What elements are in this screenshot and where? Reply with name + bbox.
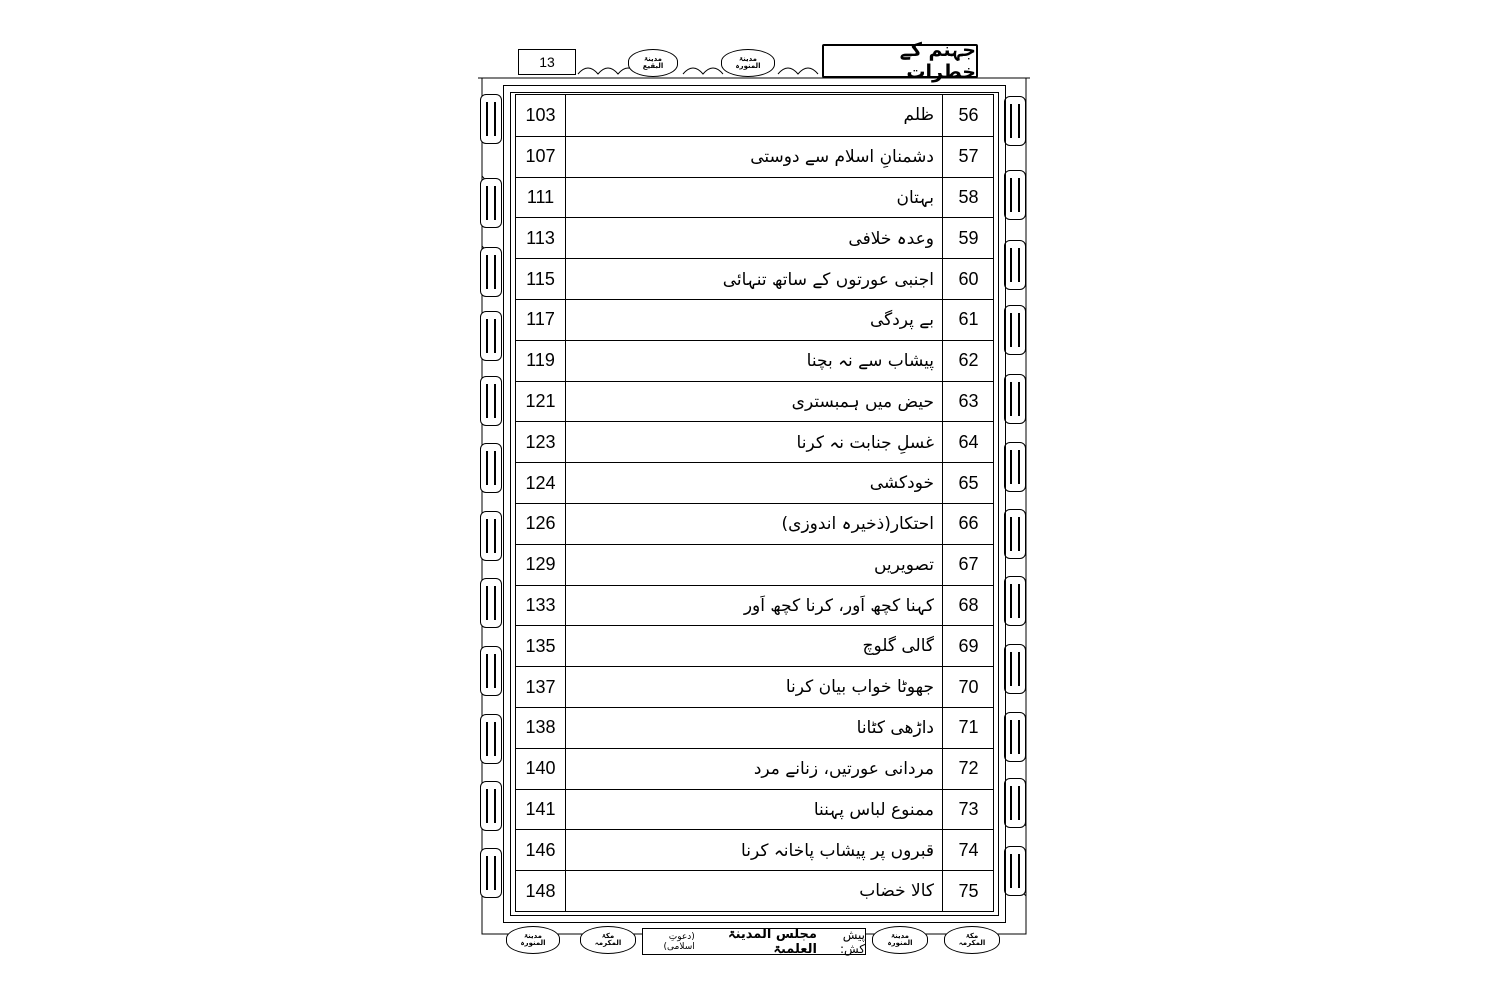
chapter-number: 75 [942,871,994,911]
table-row [516,258,993,299]
publisher-name: مجلس المدینۃ العلمیۃ [727,926,817,957]
page-ref: 140 [516,749,566,789]
table-row [516,625,993,666]
side-ornament-icon [1004,712,1026,762]
table-row [516,381,993,422]
chapter-title: احتکار(ذخیرہ اندوزی) [781,514,934,535]
table-row [516,462,993,503]
chapter-title: بے پردگی [869,310,934,331]
chapter-title: جھوٹا خواب بیان کرنا [785,677,934,698]
chapter-title: کالا خضاب [859,881,934,902]
chapter-number: 71 [942,708,994,748]
chapter-title: خودکشی [869,473,934,494]
page-ref: 146 [516,830,566,870]
side-ornament-icon [480,578,502,628]
side-ornament-icon [1004,644,1026,694]
side-ornament-icon [480,178,502,228]
side-ornament-icon [1004,778,1026,828]
book-title: جہنم کے خطرات [822,44,978,78]
table-row [516,95,993,136]
side-ornament-icon [480,94,502,144]
table-row [516,870,993,911]
seal-bottom: المکرمہ [594,939,622,947]
chapter-title: داڑھی کٹانا [856,717,934,738]
side-ornament-icon [1004,96,1026,146]
chapter-number: 58 [942,178,994,218]
side-ornament-icon [480,311,502,361]
page-number: 13 [518,49,576,75]
page-ref: 119 [516,341,566,381]
seal-bottom: المنورہ [887,939,913,947]
page-ref: 111 [516,178,566,218]
seal-top: مدینۃ [739,55,757,63]
chapter-number: 60 [942,259,994,299]
chapter-title: قبروں پر پیشاب پاخانہ کرنا [741,840,934,861]
side-ornament-icon [1004,305,1026,355]
chapter-title: کہنا کچھ اَور، کرنا کچھ اَور [743,595,934,616]
page-ref: 103 [516,95,566,136]
table-row [516,789,993,830]
footer-seal [580,926,636,954]
table-row [516,503,993,544]
chapter-number: 74 [942,830,994,870]
chapter-title: وعدہ خلافی [848,228,934,249]
chapter-title: پیشاب سے نہ بچنا [806,351,934,372]
chapter-title: مردانی عورتیں، زنانے مرد [753,759,934,780]
side-ornament-icon [1004,240,1026,290]
side-ornament-icon [480,714,502,764]
page-ref: 107 [516,137,566,177]
table-row [516,829,993,870]
contents-table [515,94,994,912]
page-ref: 138 [516,708,566,748]
table-row [516,748,993,789]
table-row [516,421,993,462]
side-ornament-icon [1004,170,1026,220]
side-ornament-icon [480,511,502,561]
chapter-number: 72 [942,749,994,789]
side-ornament-icon [480,247,502,297]
seal-bottom: المکرمہ [958,939,986,947]
chapter-number: 68 [942,586,994,626]
publisher-prefix: پیش کش: [839,927,865,956]
chapter-title: بہتان [896,187,934,208]
page-ref: 141 [516,790,566,830]
page-ref: 115 [516,259,566,299]
publisher-box [642,928,866,955]
table-row [516,666,993,707]
page-ref: 126 [516,504,566,544]
table-row [516,299,993,340]
table-row [516,585,993,626]
chapter-number: 64 [942,422,994,462]
page-ref: 113 [516,218,566,258]
seal-top: مدینۃ [524,932,542,940]
side-ornament-icon [480,781,502,831]
seal-bottom: المنورہ [735,62,761,70]
side-ornament-icon [1004,442,1026,492]
chapter-title: ظلم [903,105,934,126]
seal-top: مدینۃ [891,932,909,940]
header-seal-right [721,49,775,77]
page-ref: 124 [516,463,566,503]
page-ref: 135 [516,626,566,666]
footer-seal [506,926,560,954]
seal-top: مدینۃ [644,55,662,63]
chapter-number: 65 [942,463,994,503]
page-ref: 121 [516,382,566,422]
chapter-number: 59 [942,218,994,258]
page-ref: 129 [516,545,566,585]
chapter-number: 61 [942,300,994,340]
side-ornament-icon [1004,846,1026,896]
table-row [516,136,993,177]
chapter-number: 57 [942,137,994,177]
side-ornament-icon [1004,374,1026,424]
side-ornament-icon [480,443,502,493]
side-ornament-icon [480,376,502,426]
table-row [516,707,993,748]
seal-top: مکۃ [965,932,979,940]
page-ref: 123 [516,422,566,462]
page-ref: 148 [516,871,566,911]
publisher-note: (دعوتِ اسلامی) [663,931,695,952]
header-seal-left [628,49,678,77]
chapter-number: 69 [942,626,994,666]
side-ornament-icon [480,646,502,696]
table-row [516,544,993,585]
chapter-number: 73 [942,790,994,830]
chapter-number: 56 [942,95,994,136]
footer-seal [872,926,928,954]
chapter-number: 63 [942,382,994,422]
chapter-title: غسلِ جنابت نہ کرنا [796,432,934,453]
chapter-title: گالی گلوچ [862,636,934,657]
seal-bottom: المنورہ [520,939,546,947]
chapter-title: ممنوع لباس پہننا [813,799,934,820]
table-row [516,340,993,381]
page-ref: 117 [516,300,566,340]
chapter-number: 67 [942,545,994,585]
page-ref: 133 [516,586,566,626]
seal-top: مکۃ [601,932,615,940]
chapter-title: حیض میں ہمبستری [791,391,934,412]
side-ornament-icon [480,848,502,898]
footer-seal [944,926,1000,954]
chapter-title: اجنبی عورتوں کے ساتھ تنہائی [722,269,934,290]
table-row [516,177,993,218]
seal-bottom: البقیع [642,62,664,70]
side-ornament-icon [1004,576,1026,626]
chapter-number: 62 [942,341,994,381]
chapter-title: دشمنانِ اسلام سے دوستی [750,147,934,168]
chapter-number: 70 [942,667,994,707]
table-row [516,217,993,258]
chapter-number: 66 [942,504,994,544]
page-ref: 137 [516,667,566,707]
side-ornament-icon [1004,509,1026,559]
chapter-title: تصویریں [873,554,934,575]
